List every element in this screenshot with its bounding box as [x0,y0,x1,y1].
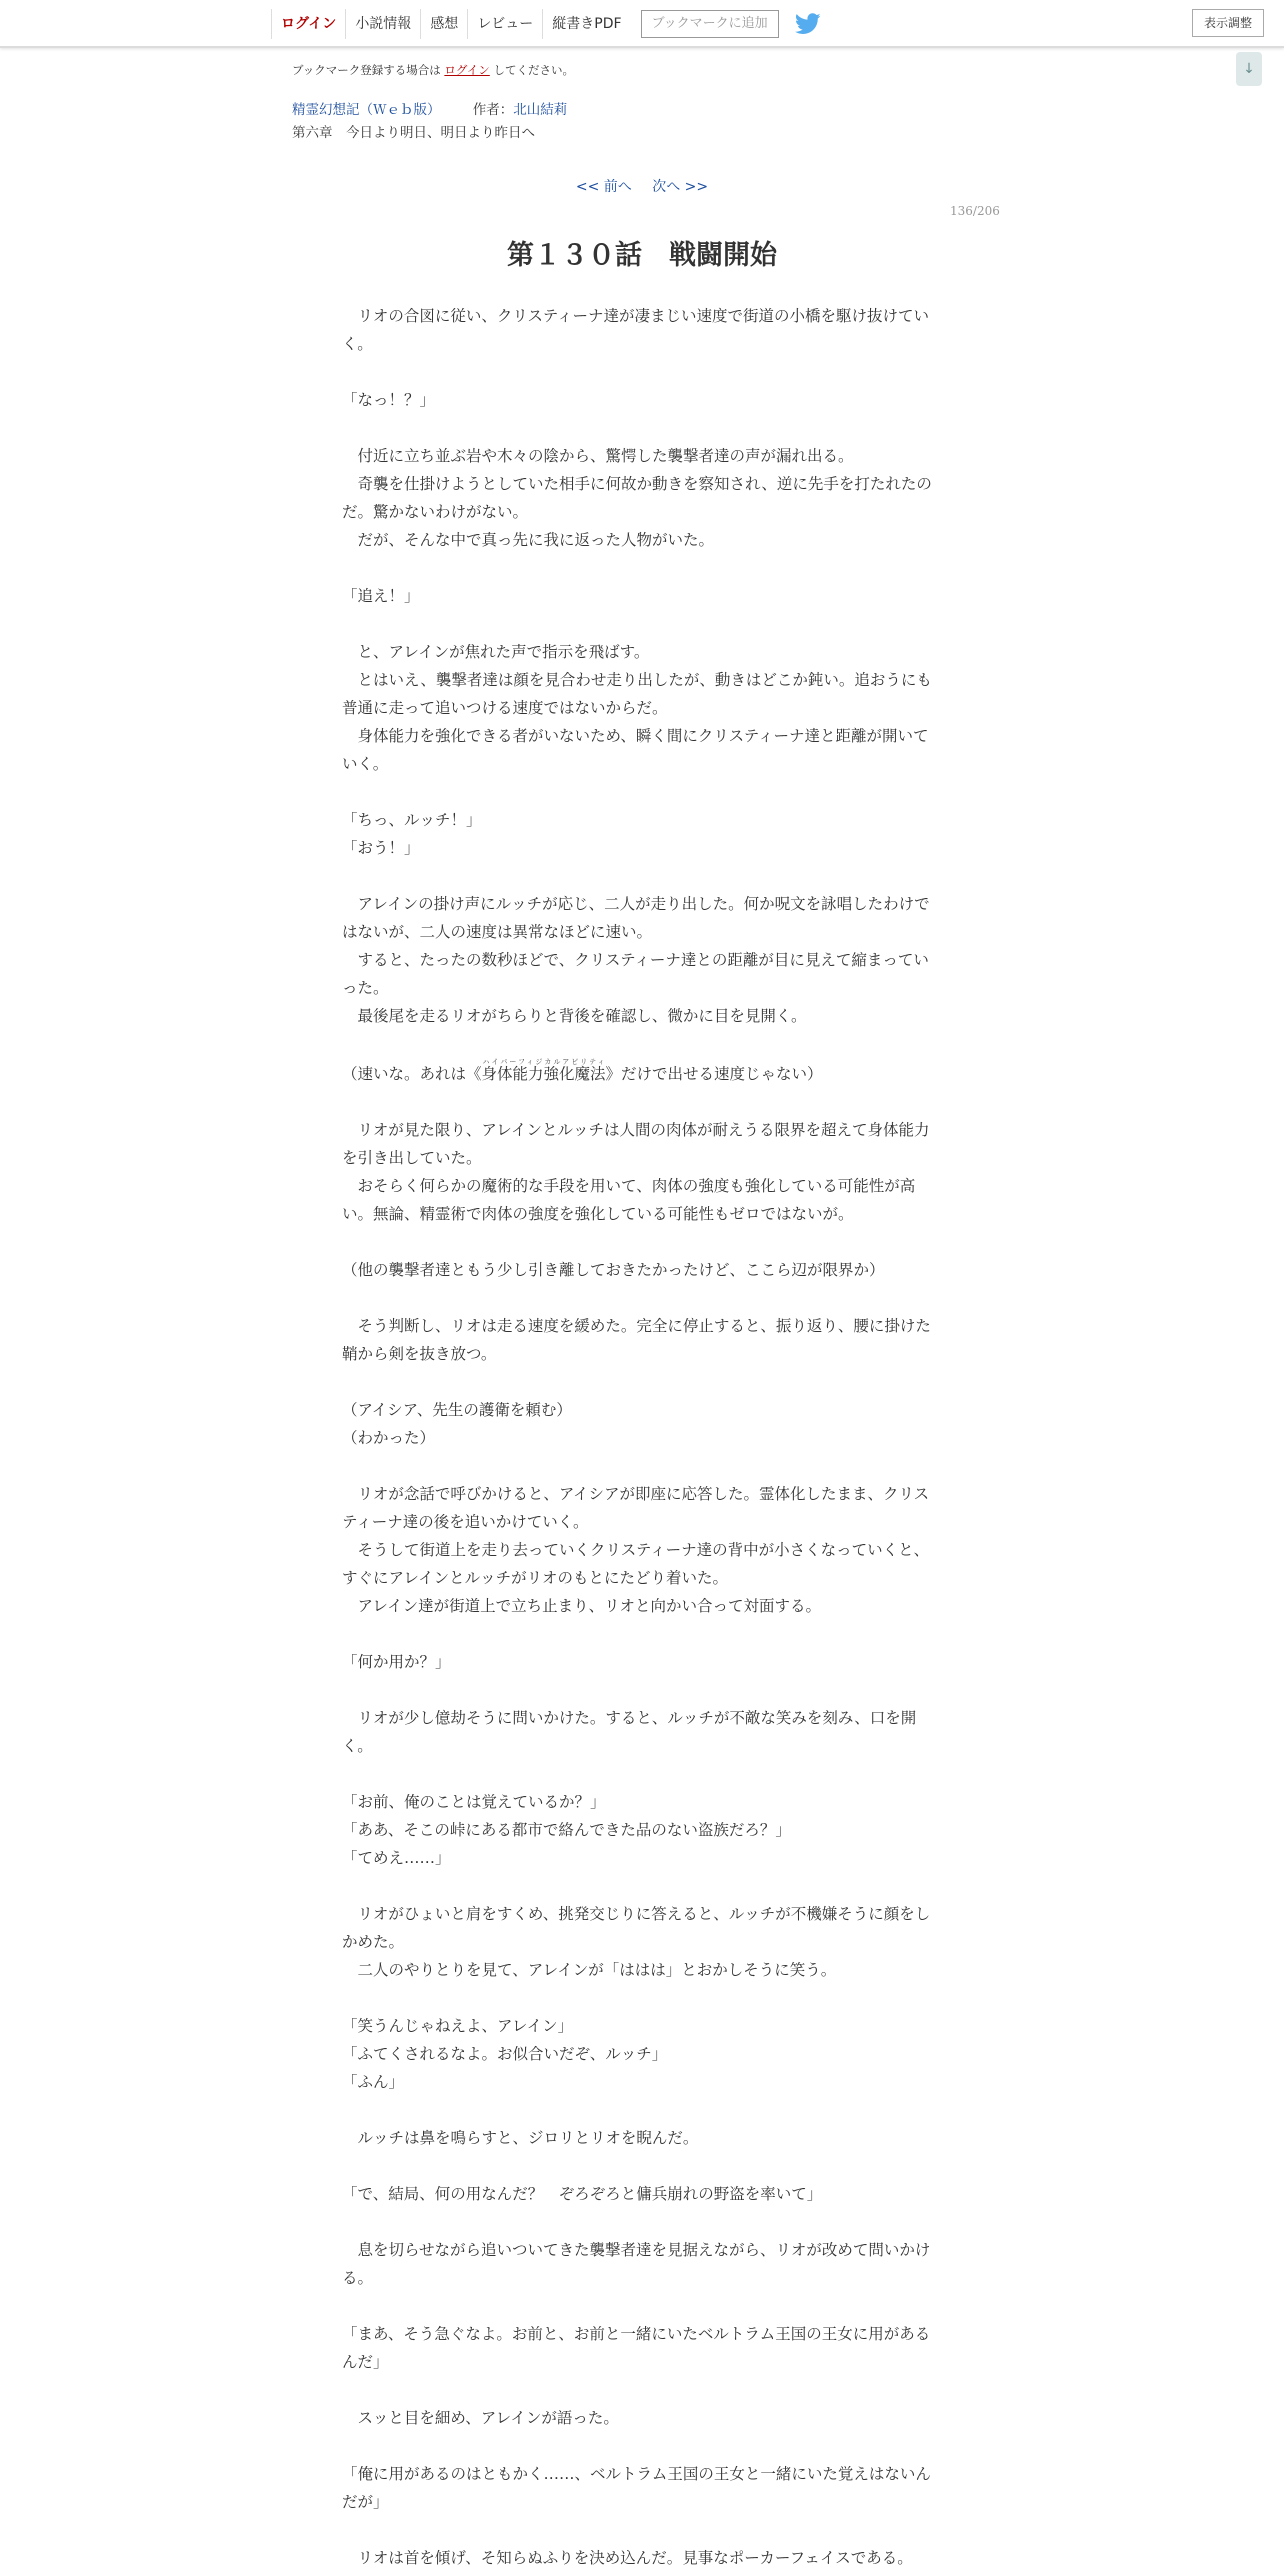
novel-paragraph: とはいえ、襲撃者達は顔を見合わせ走り出したが、動きはどこか鈍い。追おうにも普通に走って追いつける速度ではないからだ。 [342,671,932,717]
ruby-base: 身体能力強化魔法 [481,1065,606,1083]
novel-paragraph: （アイシア、先生の護衛を頼む） [342,1401,572,1419]
review-link[interactable]: レビュー [467,9,542,39]
twitter-bird-icon[interactable] [795,13,821,35]
novel-paragraph: 「笑うんじゃねえよ、アレイン」 [342,2017,574,2035]
impressions-link[interactable]: 感想 [420,9,467,39]
episode-title: 第１３０話 戦闘開始 [507,240,777,271]
blank-line [342,1088,938,1116]
novel-paragraph: おそらく何らかの魔術的な手段を用いて、肉体の強度も強化している可能性が高い。無論、精霊術で肉体の強度を強化している可能性もゼロではないが。 [342,1177,916,1223]
novel-paragraph: リオが少し億劫そうに問いかけた。すると、ルッチが不敵な笑みを刻み、口を開く。 [342,1709,917,1755]
blank-line [342,1872,938,1900]
novel-title-link[interactable]: 精霊幻想記（Ｗｅｂ版） [292,102,441,118]
blank-line [342,778,938,806]
novel-info-link[interactable]: 小説情報 [345,9,420,39]
blank-line [342,2516,938,2544]
novel-paragraph: 「まあ、そう急ぐなよ。お前と、お前と一緒にいたベルトラム王国の王女に用があるんだ」 [342,2325,931,2371]
novel-paragraph: 「てめえ……」 [342,1849,451,1867]
novel-paragraph-ruby [342,1058,938,1088]
chapter-title: 第六章 今日より明日、明日より昨日へ [292,125,535,141]
next-link[interactable]: 次へ >> [652,179,709,195]
add-bookmark-button[interactable]: ブックマークに追加 [641,10,779,38]
bookmark-notice [292,62,574,78]
blank-line [342,1620,938,1648]
display-settings-button[interactable]: 表示調整 [1192,9,1264,37]
top-header [0,0,1284,48]
header-nav [271,9,821,39]
novel-paragraph: 「なっ！？」 [342,391,436,409]
novel-paragraph: 「ふてくされるなよ。お似合いだぞ、ルッチ」 [342,2045,668,2063]
novel-paragraph: リオの合図に従い、クリスティーナ達が凄まじい速度で街道の小橋を駆け抜けていく。 [342,307,929,353]
blank-line [342,1368,938,1396]
ruby-text-before: （速いな。あれは《 [342,1065,482,1083]
notice-text-after: してください。 [493,63,574,77]
novel-paragraph: 「追え！」 [342,587,420,605]
page-number: 136/206 [950,204,1000,218]
login-link[interactable]: ログイン [271,9,345,39]
novel-paragraph: 奇襲を仕掛けようとしていた相手に何故か動きを察知され、逆に先手を打たれたのだ。驚かないわけがない。 [342,475,932,521]
author-label: 作者： [472,102,514,118]
blank-line [342,414,938,442]
ruby-reading: ハイパーフィジカルアビリティ [481,1058,606,1066]
novel-paragraph: 「ああ、そこの峠にある都市で絡んできた品のない盗族だろ？」 [342,1821,791,1839]
novel-paragraph: 「お前、俺のことは覚えているか？」 [342,1793,606,1811]
novel-paragraph: 「ちっ、ルッチ！」 [342,811,482,829]
novel-paragraph: リオが見た限り、アレインとルッチは人間の肉体が耐えうる限界を超えて身体能力を引き出していた。 [342,1121,930,1167]
blank-line [342,1760,938,1788]
ruby-text-after: 》だけで出せる速度じゃない） [605,1065,823,1083]
novel-paragraph: そうして街道上を走り去っていくクリスティーナ達の背中が小さくなっていくと、すぐにアレインとルッチがリオのもとにたどり着いた。 [342,1541,930,1587]
blank-line [342,2432,938,2460]
blank-line [342,1228,938,1256]
novel-paragraph: スッと目を細め、アレインが語った。 [342,2409,619,2427]
novel-paragraph: だが、そんな中で真っ先に我に返った人物がいた。 [342,531,715,549]
novel-paragraph: 息を切らせながら追いついてきた襲撃者達を見据えながら、リオが改めて問いかける。 [342,2241,931,2287]
novel-paragraph: すると、たったの数秒ほどで、クリスティーナ達との距離が目に見えて縮まっていった。 [342,951,929,997]
novel-paragraph: と、アレインが焦れた声で指示を飛ばす。 [342,643,650,661]
novel-body [342,302,938,2572]
novel-paragraph: そう判断し、リオは走る速度を緩めた。完全に停止すると、振り返り、腰に掛けた鞘から剣を抜き放つ。 [342,1317,931,1363]
novel-paragraph: 最後尾を走るリオがちらりと背後を確認し、微かに目を見開く。 [342,1007,807,1025]
blank-line [342,554,938,582]
novel-paragraph: 「俺に用があるのはともかく……、ベルトラム王国の王女と一緒にいた覚えはないんだが」 [342,2465,931,2511]
blank-line [342,358,938,386]
novel-paragraph: 「で、結局、何の用なんだ？ ぞろぞろと傭兵崩れの野盗を率いて」 [342,2185,823,2203]
blank-line [342,2096,938,2124]
novel-paragraph: 「おう！」 [342,839,420,857]
novel-paragraph: 二人のやりとりを見て、アレインが「ははは」とおかしそうに笑う。 [342,1961,837,1979]
blank-line [342,1452,938,1480]
novel-paragraph: （わかった） [342,1429,436,1447]
blank-line [342,862,938,890]
vertical-pdf-link[interactable]: 縦書きPDF [542,9,630,39]
novel-paragraph: 付近に立ち並ぶ岩や木々の陰から、驚愕した襲撃者達の声が漏れ出る。 [342,447,854,465]
ruby-term [481,1058,606,1083]
novel-meta [292,98,567,118]
novel-paragraph: アレイン達が街道上で立ち止まり、リオと向かい合って対面する。 [342,1597,821,1615]
novel-paragraph: （他の襲撃者達ともう少し引き離しておきたかったけど、ここら辺が限界か） [342,1261,885,1279]
blank-line [342,610,938,638]
blank-line [342,2208,938,2236]
novel-paragraph: アレインの掛け声にルッチが応じ、二人が走り出した。何か呪文を詠唱したわけではないが、二人の速度は異常なほどに速い。 [342,895,930,941]
novel-paragraph: リオがひょいと肩をすくめ、挑発交じりに答えると、ルッチが不機嫌そうに顔をしかめた。 [342,1905,931,1951]
novel-paragraph: 身体能力を強化できる者がいないため、瞬く間にクリスティーナ達と距離が開いていく。 [342,727,929,773]
novel-paragraph: 「ふん」 [342,2073,405,2091]
blank-line [342,2292,938,2320]
blank-line [342,1030,938,1058]
notice-login-link[interactable]: ログイン [444,63,490,77]
novel-paragraph: ルッチは鼻を鳴らすと、ジロリとリオを睨んだ。 [342,2129,699,2147]
blank-line [342,1676,938,1704]
author-link[interactable]: 北山結莉 [513,102,568,118]
pager [0,176,1284,196]
novel-paragraph: 「何か用か？」 [342,1653,451,1671]
prev-link[interactable]: << 前へ [575,179,632,195]
blank-line [342,2376,938,2404]
arrow-down-icon[interactable]: ↓ [1236,52,1262,86]
novel-paragraph: リオが念話で呼びかけると、アイシアが即座に応答した。霊体化したまま、クリスティーナ達の後を追いかけていく。 [342,1485,930,1531]
notice-text-before: ブックマーク登録する場合は [292,63,441,77]
blank-line [342,1284,938,1312]
blank-line [342,2152,938,2180]
novel-paragraph: リオは首を傾げ、そ知らぬふりを決め込んだ。見事なポーカーフェイスである。 [342,2549,913,2567]
blank-line [342,1984,938,2012]
